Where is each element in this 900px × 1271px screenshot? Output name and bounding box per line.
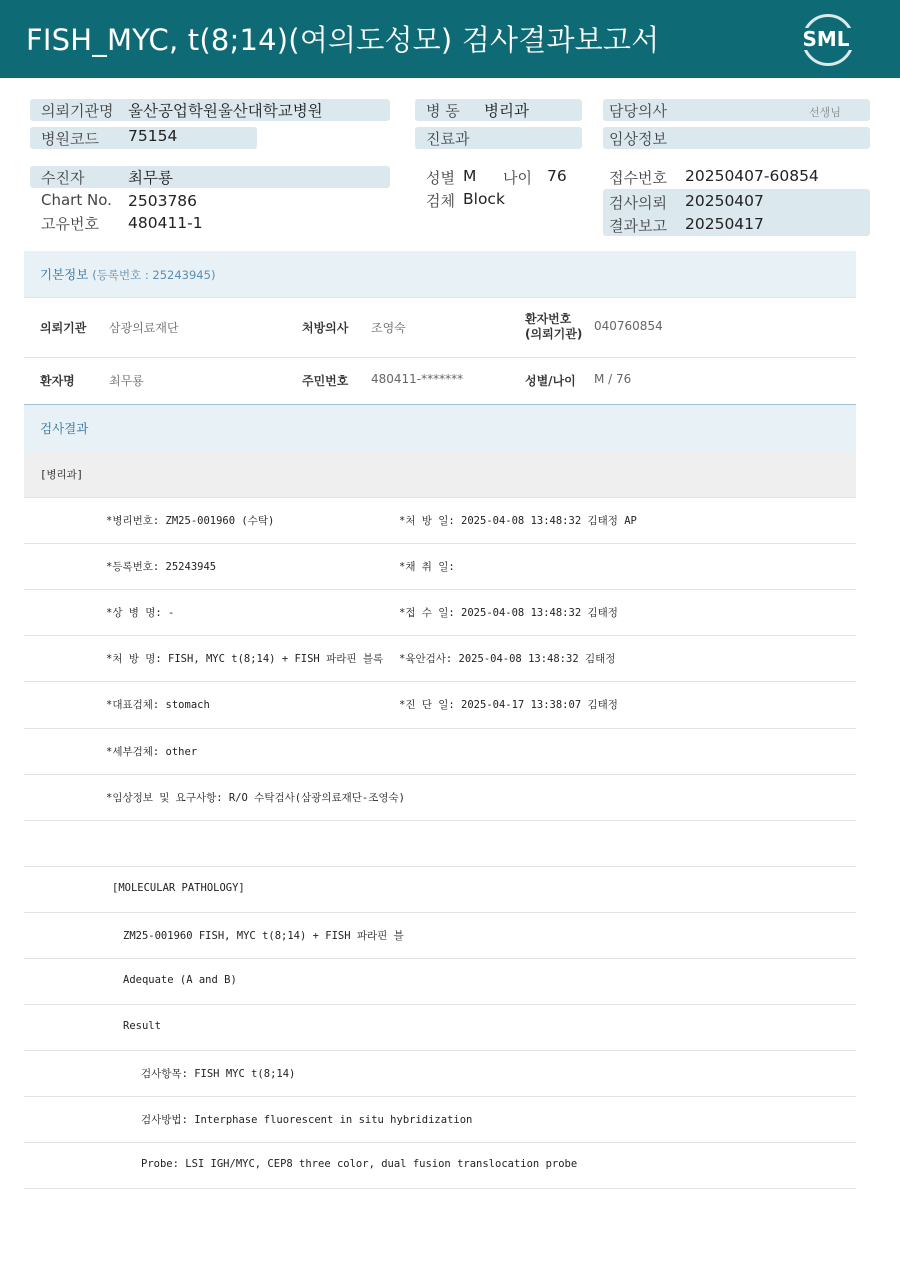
doctor-suffix: 선생님 — [809, 106, 841, 119]
divider — [24, 681, 856, 682]
basic-info-reg-text: (등록번호 : 25243945) — [92, 268, 216, 282]
specimen-value: Block — [463, 190, 505, 208]
pid-label — [525, 312, 582, 342]
divider — [24, 1050, 856, 1051]
divider — [24, 635, 856, 636]
divider — [24, 497, 856, 498]
result-line: *상 병 명: - — [106, 607, 175, 619]
result-line: *임상정보 및 요구사항: R/O 수탁검사(삼광의료재단-조영숙) — [106, 792, 406, 804]
divider — [24, 1188, 856, 1189]
result-line: *육안검사: 2025-04-08 13:48:32 김태정 — [399, 653, 616, 665]
chart-no-value: 2503786 — [128, 192, 198, 210]
result-line: *처 방 일: 2025-04-08 13:48:32 김태정 AP — [399, 515, 637, 527]
age-value: 76 — [547, 167, 567, 185]
chart-no-label: Chart No. — [41, 191, 112, 209]
sex-value: M — [463, 167, 477, 185]
dept-band — [24, 451, 856, 497]
clinical-label: 임상정보 — [609, 130, 667, 148]
mp-line: 검사방법: Interphase fluorescent in situ hybridization — [141, 1114, 473, 1126]
presc-value: 조영숙 — [371, 321, 406, 335]
hospital-code-label: 병원코드 — [41, 130, 99, 148]
mp-line: ZM25-001960 FISH, MYC t(8;14) + FISH 파라핀 블 — [123, 930, 404, 942]
mp-line: 검사항목: FISH MYC t(8;14) — [141, 1068, 296, 1080]
divider — [24, 820, 856, 821]
result-line: *병리번호: ZM25-001960 (수탁) — [106, 515, 275, 527]
mp-line: Result — [123, 1020, 161, 1032]
result-line: *대표검체: stomach — [106, 699, 210, 711]
sexage-value: M / 76 — [594, 372, 632, 386]
rrn-label: 주민번호 — [302, 374, 349, 388]
divider — [24, 912, 856, 913]
result-line: *등록번호: 25243945 — [106, 561, 217, 573]
ward-label: 병 동 — [426, 102, 460, 120]
unique-no-label: 고유번호 — [41, 215, 99, 233]
results-title: 검사결과 — [40, 421, 89, 436]
report-value: 20250417 — [685, 215, 764, 233]
result-line: *접 수 일: 2025-04-08 13:48:32 김태정 — [399, 607, 618, 619]
divider — [24, 774, 856, 775]
divider — [24, 543, 856, 544]
pid-value: 040760854 — [594, 319, 663, 333]
presc-label: 처방의사 — [302, 321, 349, 335]
result-line: *진 단 일: 2025-04-17 13:38:07 김태정 — [399, 699, 618, 711]
report-label: 결과보고 — [609, 217, 667, 235]
logo-text: SML — [798, 28, 854, 50]
inst-value: 삼광의료재단 — [109, 321, 179, 335]
patient-label: 수진자 — [41, 169, 85, 187]
result-line: *세부검체: other — [106, 746, 198, 758]
sexage-label: 성별/나이 — [525, 374, 576, 388]
name-value: 최무룡 — [109, 374, 144, 388]
sex-label: 성별 — [426, 169, 455, 187]
report-title: FISH_MYC, t(8;14)(여의도성모) 검사결과보고서 — [26, 23, 660, 57]
name-label: 환자명 — [40, 374, 75, 388]
unique-no-value: 480411-1 — [128, 214, 203, 232]
request-label: 검사의뢰 — [609, 194, 667, 212]
divider — [24, 357, 856, 358]
results-dept: [병리과] — [40, 469, 84, 481]
basic-info-title-text: 기본정보 — [40, 267, 89, 282]
rrn-value: 480411-******* — [371, 372, 464, 386]
divider — [24, 1004, 856, 1005]
patient-value: 최무룡 — [128, 169, 173, 187]
institution-value: 울산공업학원울산대학교병원 — [128, 102, 323, 120]
basic-info-title — [40, 265, 215, 283]
mp-line: Adequate (A and B) — [123, 974, 237, 986]
hospital-code-value: 75154 — [128, 127, 178, 145]
divider — [24, 589, 856, 590]
ward-value: 병리과 — [484, 102, 529, 120]
sml-logo — [798, 12, 854, 66]
mp-line: Probe: LSI IGH/MYC, CEP8 three color, dual fusion translocation probe — [141, 1158, 578, 1170]
mp-title: [MOLECULAR PATHOLOGY] — [112, 882, 245, 894]
divider — [24, 728, 856, 729]
doctor-label: 담당의사 — [609, 102, 667, 120]
age-label: 나이 — [503, 169, 532, 187]
divider — [24, 1096, 856, 1097]
inst-label: 의뢰기관 — [40, 321, 87, 335]
results-band — [24, 405, 856, 451]
institution-label: 의뢰기관명 — [41, 102, 114, 120]
divider — [24, 958, 856, 959]
pid-label-line2: (의뢰기관) — [525, 327, 583, 341]
divider — [24, 297, 856, 298]
specimen-label: 검체 — [426, 192, 455, 210]
divider — [24, 866, 856, 867]
pid-label-line1: 환자번호 — [525, 312, 572, 326]
result-line: *채 취 일: — [399, 561, 455, 573]
report-header — [0, 0, 900, 78]
result-line: *처 방 명: FISH, MYC t(8;14) + FISH 파라핀 블록 — [106, 653, 384, 665]
receipt-value: 20250407-60854 — [685, 167, 819, 185]
receipt-label: 접수번호 — [609, 169, 667, 187]
divider — [24, 1142, 856, 1143]
request-value: 20250407 — [685, 192, 764, 210]
dept-label: 진료과 — [426, 130, 470, 148]
